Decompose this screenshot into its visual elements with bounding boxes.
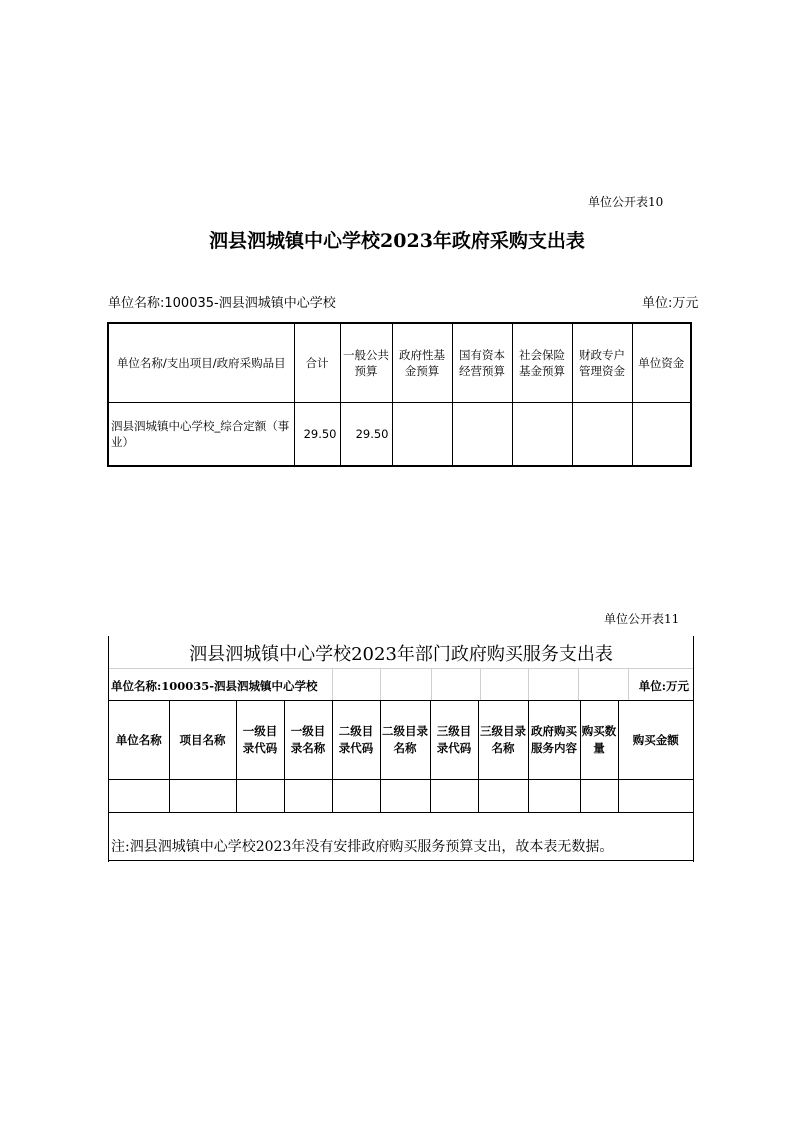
table11-note: 注:泗县泗城镇中心学校2023年没有安排政府购买服务预算支出，故本表无数据。	[111, 839, 614, 855]
column-header: 单位资金	[632, 323, 691, 403]
table-cell	[452, 403, 512, 467]
purchase-services-sheet	[108, 636, 694, 862]
table-cell: 泗县泗城镇中心学校_综合定额（事业）	[108, 403, 294, 467]
table-cell	[580, 780, 618, 813]
table-cell	[169, 780, 236, 813]
column-header: 一级目录代码	[236, 701, 284, 780]
column-header: 购买金额	[618, 701, 693, 780]
table-header-row	[109, 701, 693, 780]
column-header: 三级目录名称	[478, 701, 528, 780]
gridline	[431, 668, 432, 700]
column-header: 单位名称/支出项目/政府采购品目	[108, 323, 294, 403]
table-cell	[572, 403, 632, 467]
table11-bottom-border	[109, 860, 693, 861]
table11-unit-name: 单位名称:100035-泗县泗城镇中心学校	[111, 679, 318, 693]
table-cell	[430, 780, 478, 813]
table-cell	[236, 780, 284, 813]
column-header: 国有资本经营预算	[452, 323, 512, 403]
column-header: 合计	[294, 323, 340, 403]
gridline	[628, 668, 629, 700]
table-cell	[632, 403, 691, 467]
gridline	[380, 668, 381, 700]
table-cell	[528, 780, 580, 813]
table10-unit-name: 单位名称:100035-泗县泗城镇中心学校	[108, 296, 336, 311]
column-header: 政府性基金预算	[392, 323, 452, 403]
table-cell	[332, 780, 380, 813]
table10-title: 泗县泗城镇中心学校2023年政府采购支出表	[209, 230, 585, 252]
column-header: 购买数量	[580, 701, 618, 780]
column-header: 财政专户管理资金	[572, 323, 632, 403]
government-procurement-table	[107, 322, 692, 467]
table-row	[109, 780, 693, 813]
table-cell	[478, 780, 528, 813]
table-cell	[618, 780, 693, 813]
column-header: 政府购买服务内容	[528, 701, 580, 780]
table11-title: 泗县泗城镇中心学校2023年部门政府购买服务支出表	[189, 644, 613, 665]
gridline	[480, 668, 481, 700]
gridline	[332, 668, 333, 700]
gridline	[578, 668, 579, 700]
column-header: 三级目录代码	[430, 701, 478, 780]
column-header: 二级目录代码	[332, 701, 380, 780]
table11-label: 单位公开表11	[604, 612, 680, 626]
table-cell	[284, 780, 332, 813]
column-header: 社会保险基金预算	[512, 323, 572, 403]
table-cell	[109, 780, 169, 813]
table11-unit: 单位:万元	[638, 679, 689, 693]
gridline	[528, 668, 529, 700]
column-header: 一级目录名称	[284, 701, 332, 780]
column-header: 二级目录名称	[380, 701, 430, 780]
table10-unit: 单位:万元	[642, 296, 699, 311]
table10-label: 单位公开表10	[588, 195, 664, 209]
purchase-services-table	[109, 700, 693, 813]
gridline	[109, 668, 693, 669]
column-header: 项目名称	[169, 701, 236, 780]
table-cell	[392, 403, 452, 467]
table-header-row	[108, 323, 691, 403]
column-header: 一般公共预算	[340, 323, 392, 403]
table-cell	[512, 403, 572, 467]
column-header: 单位名称	[109, 701, 169, 780]
table-row	[108, 403, 691, 467]
table-cell	[380, 780, 430, 813]
table-cell: 29.50	[340, 403, 392, 467]
table-cell: 29.50	[294, 403, 340, 467]
